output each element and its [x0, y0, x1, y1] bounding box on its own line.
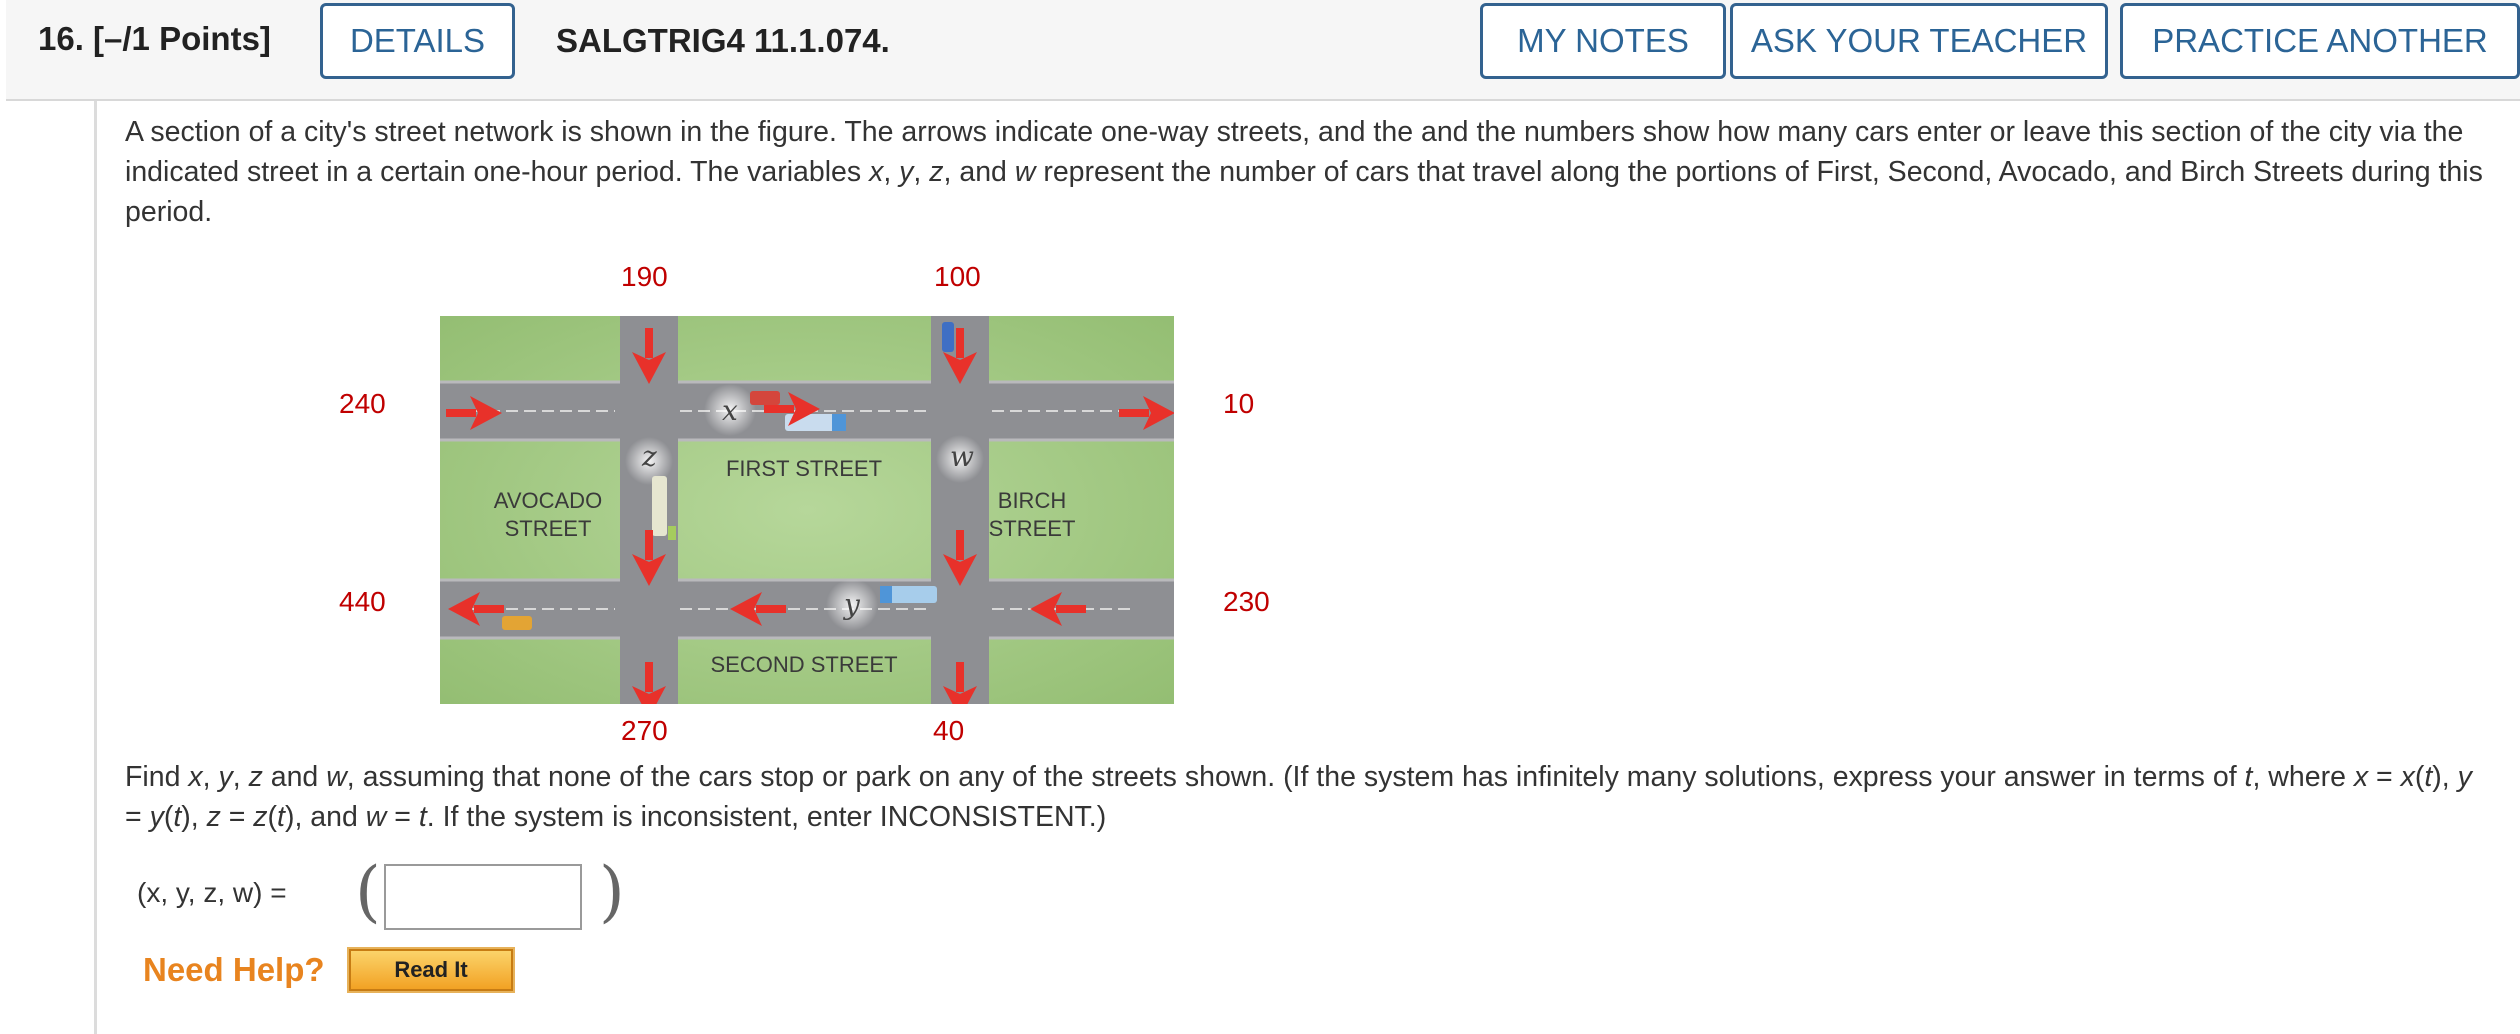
avocado-street-label-2: STREET: [504, 516, 592, 541]
flow-label-10: 10: [1223, 388, 1255, 419]
question-body: [94, 101, 2520, 1034]
car: [750, 391, 780, 405]
question-header: [6, 0, 2520, 101]
need-help-label: Need Help?: [143, 951, 325, 988]
practice-another-button[interactable]: PRACTICE ANOTHER: [2120, 3, 2520, 79]
car: [887, 586, 937, 603]
street-network-diagram: [440, 316, 1174, 704]
flow-label-440: 440: [339, 586, 386, 617]
answer-close-paren: ): [599, 853, 625, 930]
flow-label-240: 240: [339, 388, 386, 419]
answer-open-paren: (: [355, 853, 381, 930]
answer-label: (x, y, z, w) =: [137, 877, 287, 908]
points-value: [–/1 Points]: [93, 20, 271, 57]
flow-label-100: 100: [934, 261, 981, 292]
variable-w: w: [950, 440, 974, 473]
car: [832, 414, 846, 431]
answer-input[interactable]: [384, 864, 582, 930]
car: [942, 322, 954, 352]
car: [502, 616, 532, 630]
birch-street-label-1: BIRCH: [997, 488, 1067, 513]
ask-your-teacher-button[interactable]: ASK YOUR TEACHER: [1730, 3, 2108, 79]
car: [652, 476, 667, 536]
flow-label-230: 230: [1223, 586, 1270, 617]
second-street-label: SECOND STREET: [710, 652, 898, 677]
flow-label-270: 270: [621, 715, 668, 746]
variable-z: z: [642, 440, 657, 473]
my-notes-button[interactable]: MY NOTES: [1480, 3, 1726, 79]
flow-label-40: 40: [933, 715, 965, 746]
details-button[interactable]: DETAILS: [320, 3, 515, 79]
variable-x: x: [722, 394, 738, 427]
car: [880, 586, 892, 603]
question-id: SALGTRIG4 11.1.074.: [556, 22, 890, 59]
first-street-label: FIRST STREET: [725, 456, 883, 481]
question-number: 16. [–/1 Points]: [38, 20, 271, 57]
problem-statement: A section of a city's street network is shown in the figure. The arrows indicate one-way streets, and the and the numbers show how many cars enter or leave this section of the city via the indicated street in a certain one-hour period. The variables x, y, z, and w represent the number of cars that travel along the portions of First, Second, Avocado, and Birch Streets during this period.: [125, 116, 2483, 228]
birch-street-label-2: STREET: [988, 516, 1076, 541]
variable-y: y: [844, 588, 860, 621]
flow-label-190: 190: [621, 261, 668, 292]
question-text: Find x, y, z and w, assuming that none of the cars stop or park on any of the streets shown. (If the system has infinitely many solutions, express your answer in terms of t, where x = x(t), y = y(t), z = z(t), and w = t. If the system is inconsistent, enter INCONSISTENT.): [125, 761, 2472, 833]
car: [668, 526, 676, 540]
read-it-button[interactable]: Read It: [349, 949, 513, 991]
avocado-street-label-1: AVOCADO: [493, 488, 603, 513]
